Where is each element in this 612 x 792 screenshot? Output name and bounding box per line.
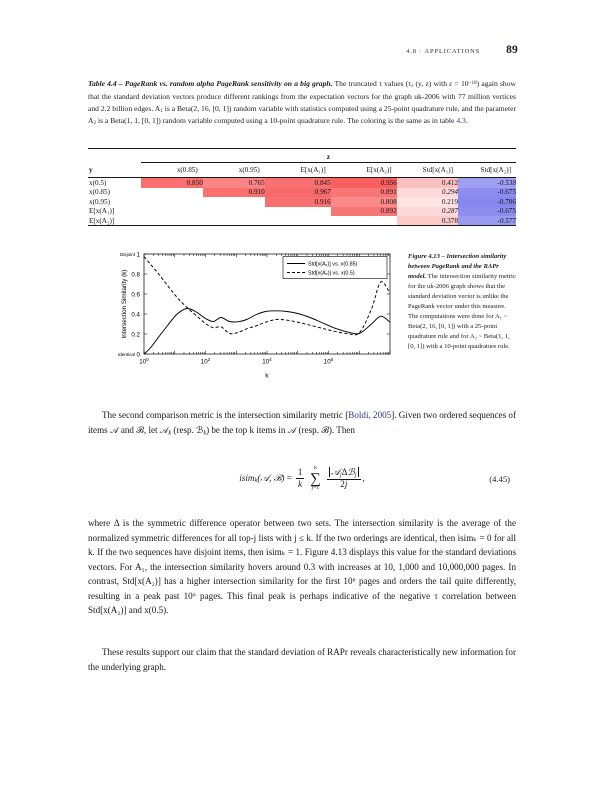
table-row-label: x(0.85) <box>89 188 110 197</box>
table-cell: 0.891 <box>331 188 397 197</box>
chart-legend-label-0: Std[x(A₁)] vs. x(0.85) <box>308 261 358 268</box>
chart-legend-label-1: Std[x(A₂)] vs. x(0.5) <box>308 270 355 277</box>
table-col-0: x(0.85) <box>176 166 198 175</box>
p1-text-a: The second comparison metric is the intersection similarity metric [ <box>102 410 349 420</box>
chart-ytick-label: 0.8 <box>131 271 140 279</box>
chart-ytick-label: 0.6 <box>131 291 140 299</box>
equation-expression: isim$_k$(𝒜, ℬ) = $\frac{1}{k}$ k ∑ j=1 $\frac{𝒜_j\Delta ℬ_j}{2j}$ , <box>239 465 365 491</box>
sensitivity-table-wrapper <box>88 148 516 226</box>
table-row <box>88 207 516 216</box>
table-cell: 0.765 <box>203 178 265 188</box>
table-cell: 0.967 <box>265 188 331 197</box>
table-caption-body-end: . <box>465 116 468 126</box>
chart-xtick-label: $10^6$ <box>323 356 334 366</box>
table-cell <box>265 207 331 216</box>
chart-ytick-label: 0.4 <box>131 311 140 319</box>
intersection-similarity-chart <box>96 246 396 380</box>
table-row-label: x(0.95) <box>89 197 110 206</box>
p1-text-b: ]. Given two ordered sequences of items 𝒜 and ℬ, let 𝒜 <box>88 410 516 435</box>
equation-4-45 <box>88 466 516 491</box>
chart-ytick-label: 0 <box>136 351 140 359</box>
citation-link[interactable]: Boldi, 2005 <box>348 410 392 420</box>
chart-ytick-label: 0.2 <box>131 331 140 339</box>
table-row-label: E[x(A₂)] <box>88 216 141 226</box>
chart-yaxis-label: Intersection Similarity (k) <box>121 269 128 339</box>
table-cell: -0.675 <box>458 188 516 197</box>
table-caption-epsilon-sub: ε <box>411 83 414 90</box>
table-cell <box>141 197 203 206</box>
table-corner-cell <box>88 149 141 163</box>
table-caption-crossref[interactable]: 4.3 <box>456 116 466 126</box>
table-cell: -0.675 <box>458 207 516 216</box>
table-cell: 0.956 <box>331 178 397 188</box>
table-row-header-y: y <box>89 165 93 174</box>
chart-svg <box>96 246 396 380</box>
figure-caption-title: Intersection similarity between PageRank and the RAPr model. <box>408 253 507 281</box>
table-col-2: E[x(A₁)] <box>300 166 326 175</box>
table-cell <box>265 216 331 226</box>
table-col-3: E[x(A₂)] <box>366 166 392 175</box>
figure-caption-label: Figure 4.13 – <box>408 253 447 260</box>
table-caption-body-3: ) again show that the standard deviation vectors produce different rankings from the expectation vectors for the graph uk-2006 with 77 million vertices and 2.2 billion edges. A <box>88 79 516 113</box>
sensitivity-table <box>88 148 516 226</box>
table-body <box>88 178 516 226</box>
table-cell: -0.577 <box>458 216 516 226</box>
chart-xtick-label: $10^4$ <box>262 356 272 366</box>
table-cell: 0.845 <box>265 178 331 188</box>
table-cell <box>141 216 203 226</box>
running-head <box>88 44 518 56</box>
p1-text-c: (resp. ℬ <box>171 424 204 435</box>
table-cell: 0.892 <box>331 207 397 216</box>
table-cell: 0.850 <box>141 178 203 188</box>
table-cell <box>331 216 397 226</box>
chart-annotation-disjoint: Disjoint <box>119 252 135 258</box>
chart-xtick-label: $10^2$ <box>200 356 211 366</box>
chart-xaxis-label: k <box>265 372 269 380</box>
table-col-5: Std[x(A₂)] <box>480 166 511 175</box>
table-cell: 0.910 <box>203 188 265 197</box>
table-caption-body-1: The truncated τ values (τ <box>332 79 412 88</box>
table-row-label: E[x(A₁)] <box>89 207 115 216</box>
table-caption: Table 4.4 – PageRank vs. random alpha PageRank sensitivity on a big graph. The truncated τ values ($\tau_\varepsilon$ (y, z) with $\varepsilon = 10^{-18}$) again show that the standard deviation vectors produce different rankings from the expectation vectors for the graph uk-2006 with 77 million vertices and 2.2 billion edges. $A_1$ is a Beta(2, 16, [0, 1]) random variable with statistics computed using a 25-point quadrature rule, and the parameter $A_2$ is a Beta(1, 1, [0, 1]) random variable computed using a 10-point quadrature rule. The coloring is the same as in table 4.3. <box>88 79 516 127</box>
table-caption-exponent: −18 <box>468 79 477 86</box>
table-column-header-row <box>88 163 516 178</box>
table-cell: 0.916 <box>265 197 331 206</box>
table-cell <box>203 216 265 226</box>
table-row <box>88 216 516 226</box>
table-row <box>88 178 516 188</box>
table-cell: 0.294 <box>397 188 458 197</box>
table-cell <box>203 207 265 216</box>
table-cell: 0.219 <box>397 197 458 206</box>
p1-text-d: ) be the top k items in 𝒜 (resp. ℬ). Then <box>206 424 355 435</box>
figure-caption <box>408 252 516 352</box>
body-paragraph-3: These results support our claim that the standard deviation of RAPr reveals characteristically new information for the underlying graph. <box>88 647 516 672</box>
chart-annotation-identical: Identical <box>117 352 135 358</box>
table-cell: -0.538 <box>458 178 516 188</box>
fraction-symmetric-difference: $\frac{𝒜_j\Delta ℬ_j}{2j}$ <box>327 468 361 490</box>
chart-ytick-label: 1 <box>136 251 140 259</box>
table-caption-body-5: is a Beta(1, 1, [0, 1]) random variable computed using a 10-point quadrature rule. The coloring is the same as in table <box>96 116 457 126</box>
table-cell: 0.412 <box>397 178 458 188</box>
table-caption-label: Table 4.4 – <box>88 79 125 88</box>
table-caption-body-2: (y, z) with ε = 10 <box>413 79 469 88</box>
table-cell <box>141 207 203 216</box>
page-number: 89 <box>506 44 518 56</box>
table-row <box>88 197 516 206</box>
chart-xtick-label: $10^0$ <box>139 356 149 366</box>
table-cell <box>141 188 203 197</box>
table-group-header-z: z <box>141 149 516 163</box>
summation-symbol: k ∑ j=1 <box>310 465 321 491</box>
table-cell <box>203 197 265 206</box>
equation-number: (4.45) <box>489 473 510 484</box>
table-caption-body-4: is a Beta(2, 16, [0, 1]) random variable with statistics computed using a 25-point quadrature rule, and the parameter A <box>88 103 516 126</box>
table-row <box>88 188 516 197</box>
running-head-section: 4.8 · APPLICATIONS <box>406 48 481 55</box>
body-paragraph-2: where Δ is the symmetric difference operator between two sets. The intersection similarity is the average of the normalized symmetric differences for all top-j lists with j ≤ k. If the two orderings are identical, then isimₖ = 0 for all k. If the two sequences have disjoint items, then isimₖ = 1. Figure 4.13 displays this value for the standard deviations vectors. For A₁, the intersection similarity hovers around 0.3 with increases at 10, 1,000 and 10,000,000 pages. In contrast, Std[x(A₂)] has a higher intersection similarity for the first 10⁶ pages and orders the tail quite differently, resulting in a peak past 10⁶ pages. This final peak is perhaps indicative of the negative τ correlation between Std[x(A₂)] and x(0.5). <box>88 518 516 616</box>
table-cell: 0.287 <box>397 207 458 216</box>
table-group-header-row <box>88 149 516 163</box>
figure-caption-body: The intersection similarity metric for the uk-2006 graph shows that the standard deviation vector is unlike the PageRank vector under this measure. The computations were done for A₁ ~ Beta(2, 16, [0, 1]) with a 25-point quadrature rule and for A₂ ~ Beta(1, 1, [0, 1]) with a 10-point quadrature rule. <box>408 273 516 351</box>
body-paragraph-1: The second comparison metric is the intersection similarity metric [Boldi, 2005]. Given two ordered sequences of items 𝒜 and ℬ, let 𝒜$_k$ (resp. ℬ$_k$) be the top k items in 𝒜 (resp. ℬ). Then <box>88 410 516 436</box>
table-col-4: Std[x(A₁)] <box>422 166 454 175</box>
table-caption-title: PageRank vs. random alpha PageRank sensitivity on a big graph. <box>124 79 333 88</box>
table-cell: -0.706 <box>458 197 516 206</box>
table-cell: 0.378 <box>397 216 458 226</box>
table-row-label: x(0.5) <box>88 178 141 188</box>
table-col-1: x(0.95) <box>238 166 260 175</box>
table-cell: 0.808 <box>331 197 397 206</box>
fraction-one-over-k: $\frac{1}{k}$ <box>297 467 303 489</box>
